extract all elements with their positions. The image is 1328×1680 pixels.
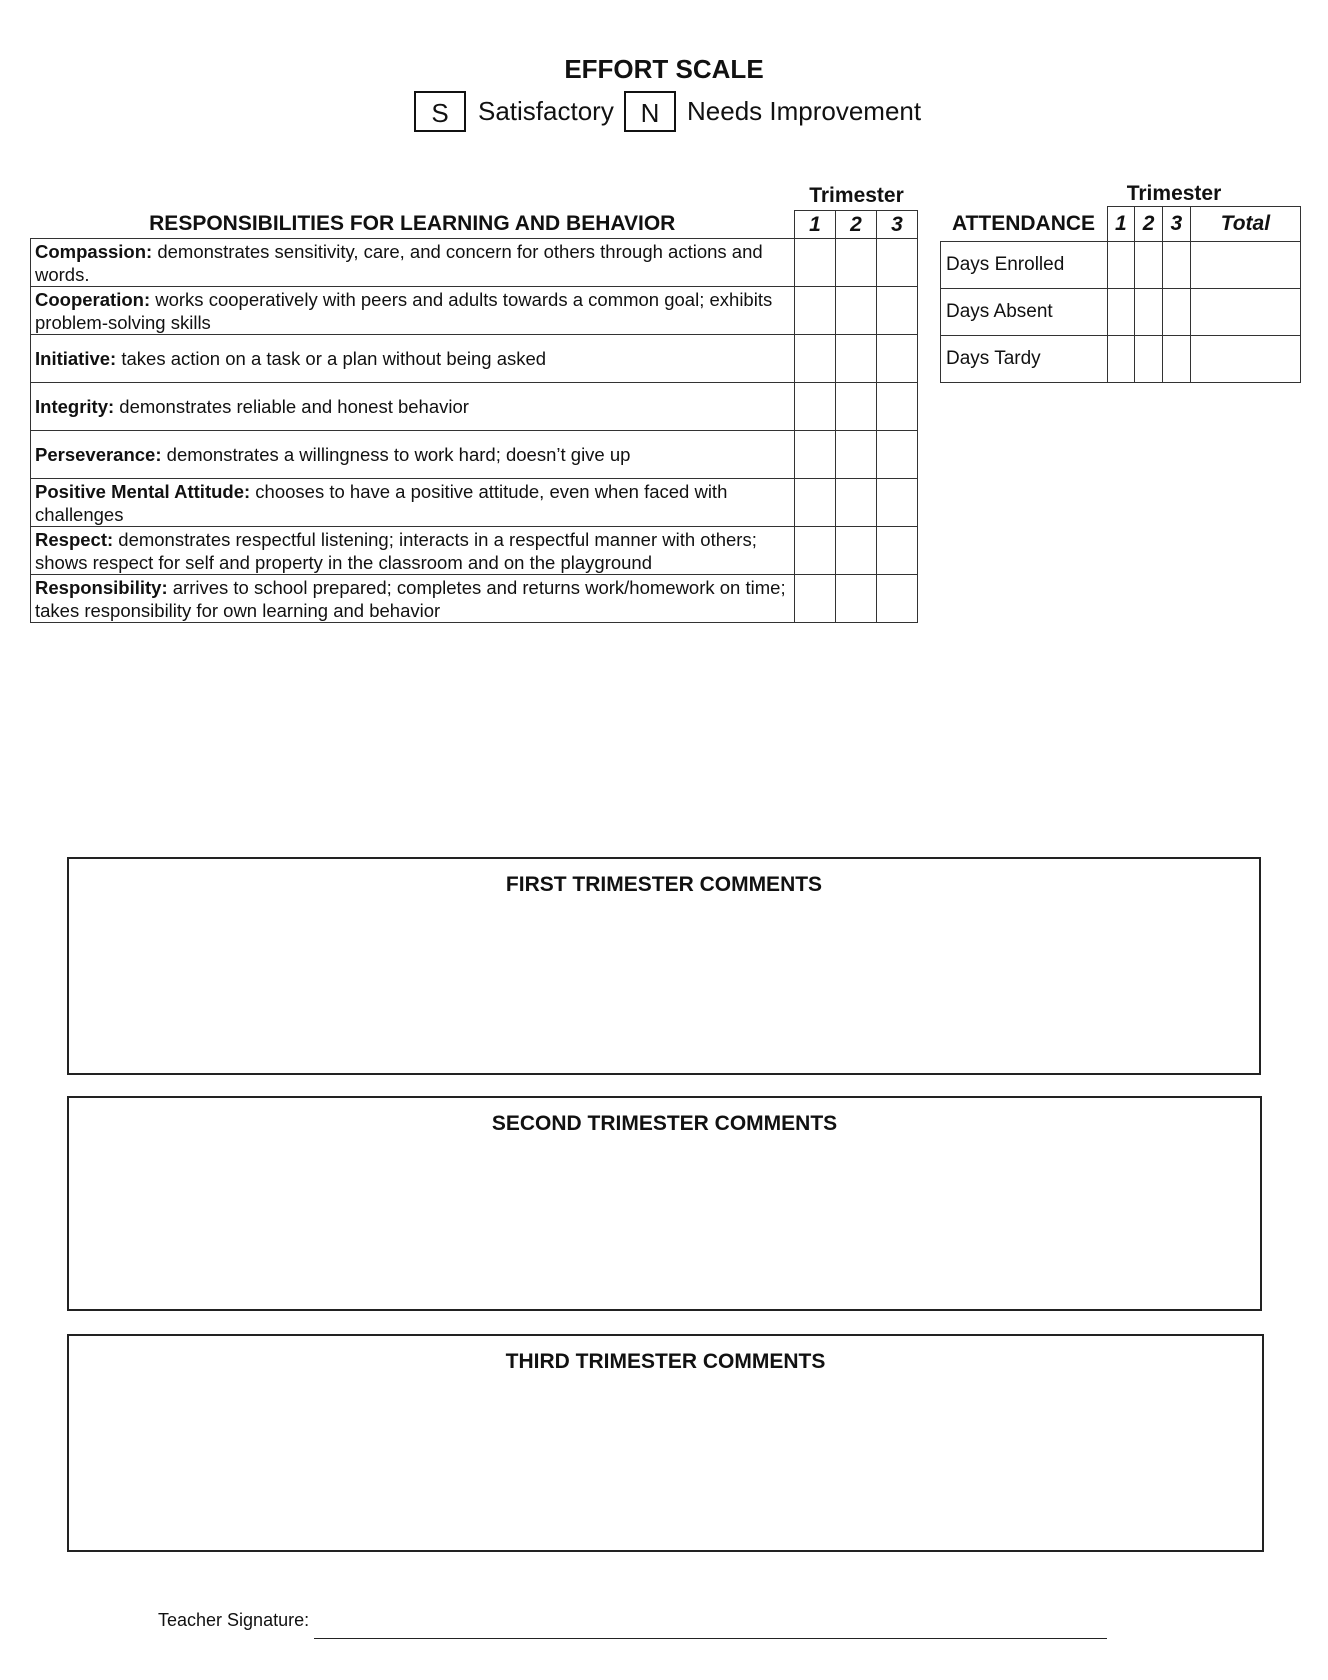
grade-cell-t1[interactable] — [795, 287, 836, 335]
second-trimester-comments-box[interactable] — [67, 1096, 1262, 1311]
grade-cell-t2[interactable] — [836, 527, 877, 575]
att-col-3: 3 — [1163, 207, 1191, 242]
attendance-cell-t2[interactable] — [1135, 242, 1163, 289]
grade-cell-t1[interactable] — [795, 335, 836, 383]
responsibility-text: arrives to school prepared; completes and returns work/homework on time; takes responsibility for own learning and behavior — [35, 576, 786, 621]
responsibility-term: Compassion: — [35, 240, 153, 262]
att-col-total: Total — [1190, 207, 1300, 242]
col-3: 3 — [877, 211, 918, 239]
responsibility-row — [31, 287, 918, 335]
attendance-cell-t3[interactable] — [1163, 242, 1191, 289]
responsibilities-title: RESPONSIBILITIES FOR LEARNING AND BEHAVIOR — [149, 212, 676, 236]
responsibility-term: Positive Mental Attitude: — [35, 480, 251, 502]
third-trimester-comments-box[interactable] — [67, 1334, 1264, 1552]
grade-cell-t3[interactable] — [877, 239, 918, 287]
responsibility-row — [31, 575, 918, 623]
responsibility-description — [31, 431, 795, 479]
responsibility-text: works cooperatively with peers and adults towards a common goal; exhibits problem-solving skills — [35, 288, 773, 333]
attendance-trimester-label: Trimester — [1126, 182, 1222, 205]
attendance-label: Days Enrolled — [941, 242, 1108, 289]
signature-label: Teacher Signature: — [158, 1610, 310, 1630]
responsibility-term: Responsibility: — [35, 576, 168, 598]
attendance-label: Days Tardy — [941, 336, 1108, 383]
attendance-row — [941, 242, 1301, 289]
needs-improvement-code: N — [624, 91, 676, 132]
responsibility-description — [31, 383, 795, 431]
attendance-row — [941, 336, 1301, 383]
responsibility-description — [31, 575, 795, 623]
first-trimester-comments-box[interactable] — [67, 857, 1261, 1075]
grade-cell-t2[interactable] — [836, 383, 877, 431]
responsibility-term: Perseverance: — [35, 444, 162, 465]
attendance-cell-t3[interactable] — [1163, 289, 1191, 336]
first-trimester-comments-title: FIRST TRIMESTER COMMENTS — [505, 873, 823, 896]
attendance-row — [941, 289, 1301, 336]
attendance-label: Days Absent — [941, 289, 1108, 336]
grade-cell-t1[interactable] — [795, 479, 836, 527]
attendance-cell-total[interactable] — [1190, 336, 1300, 383]
responsibility-row — [31, 479, 918, 527]
attendance-cell-t2[interactable] — [1135, 336, 1163, 383]
grade-cell-t3[interactable] — [877, 575, 918, 623]
responsibility-description — [31, 479, 795, 527]
grade-cell-t3[interactable] — [877, 335, 918, 383]
grade-cell-t3[interactable] — [877, 383, 918, 431]
responsibility-term: Respect: — [35, 528, 114, 550]
grade-cell-t3[interactable] — [877, 479, 918, 527]
responsibility-description — [31, 287, 795, 335]
satisfactory-label: Satisfactory — [478, 96, 614, 126]
attendance-cell-total[interactable] — [1190, 242, 1300, 289]
responsibility-row — [31, 383, 918, 431]
responsibility-description — [31, 527, 795, 575]
attendance-title: ATTENDANCE — [951, 211, 1096, 235]
attendance-cell-t1[interactable] — [1107, 289, 1135, 336]
grade-cell-t1[interactable] — [795, 527, 836, 575]
responsibility-row — [31, 527, 918, 575]
grade-cell-t1[interactable] — [795, 575, 836, 623]
satisfactory-code: S — [414, 91, 466, 132]
grade-cell-t2[interactable] — [836, 479, 877, 527]
att-col-1: 1 — [1107, 207, 1135, 242]
grade-cell-t2[interactable] — [836, 335, 877, 383]
attendance-cell-t1[interactable] — [1107, 336, 1135, 383]
responsibility-text: demonstrates a willingness to work hard; doesn’t give up — [161, 444, 631, 465]
responsibility-row — [31, 431, 918, 479]
grade-cell-t2[interactable] — [836, 575, 877, 623]
att-col-2: 2 — [1135, 207, 1163, 242]
attendance-table — [940, 206, 1301, 383]
responsibilities-trimester-label: Trimester — [809, 184, 904, 207]
responsibility-term: Initiative: — [35, 348, 117, 369]
grade-cell-t3[interactable] — [877, 431, 918, 479]
responsibility-term: Integrity: — [35, 396, 115, 417]
effort-scale-title: EFFORT SCALE — [564, 54, 764, 84]
responsibilities-table — [30, 210, 918, 623]
grade-cell-t1[interactable] — [795, 383, 836, 431]
responsibility-text: demonstrates reliable and honest behavior — [114, 396, 469, 417]
grade-cell-t3[interactable] — [877, 527, 918, 575]
grade-cell-t2[interactable] — [836, 431, 877, 479]
attendance-cell-total[interactable] — [1190, 289, 1300, 336]
attendance-cell-t1[interactable] — [1107, 242, 1135, 289]
responsibility-description — [31, 335, 795, 383]
grade-cell-t2[interactable] — [836, 287, 877, 335]
third-trimester-comments-title: THIRD TRIMESTER COMMENTS — [505, 1350, 826, 1373]
attendance-cell-t3[interactable] — [1163, 336, 1191, 383]
responsibility-description — [31, 239, 795, 287]
second-trimester-comments-title: SECOND TRIMESTER COMMENTS — [491, 1112, 838, 1135]
attendance-cell-t2[interactable] — [1135, 289, 1163, 336]
needs-improvement-label: Needs Improvement — [687, 96, 922, 126]
responsibility-row — [31, 335, 918, 383]
responsibility-text: takes action on a task or a plan without being asked — [116, 348, 547, 369]
responsibility-term: Cooperation: — [35, 288, 151, 310]
responsibility-row — [31, 239, 918, 287]
responsibility-text: demonstrates sensitivity, care, and concern for others through actions and words. — [35, 240, 763, 285]
col-2: 2 — [836, 211, 877, 239]
grade-cell-t2[interactable] — [836, 239, 877, 287]
col-1: 1 — [795, 211, 836, 239]
responsibility-text: chooses to have a positive attitude, even when faced with challenges — [35, 480, 728, 525]
grade-cell-t1[interactable] — [795, 431, 836, 479]
responsibility-text: demonstrates respectful listening; interacts in a respectful manner with others; shows respect for self and property in the classroom and on the playground — [35, 528, 757, 573]
signature-line[interactable] — [314, 1638, 1107, 1639]
grade-cell-t3[interactable] — [877, 287, 918, 335]
grade-cell-t1[interactable] — [795, 239, 836, 287]
